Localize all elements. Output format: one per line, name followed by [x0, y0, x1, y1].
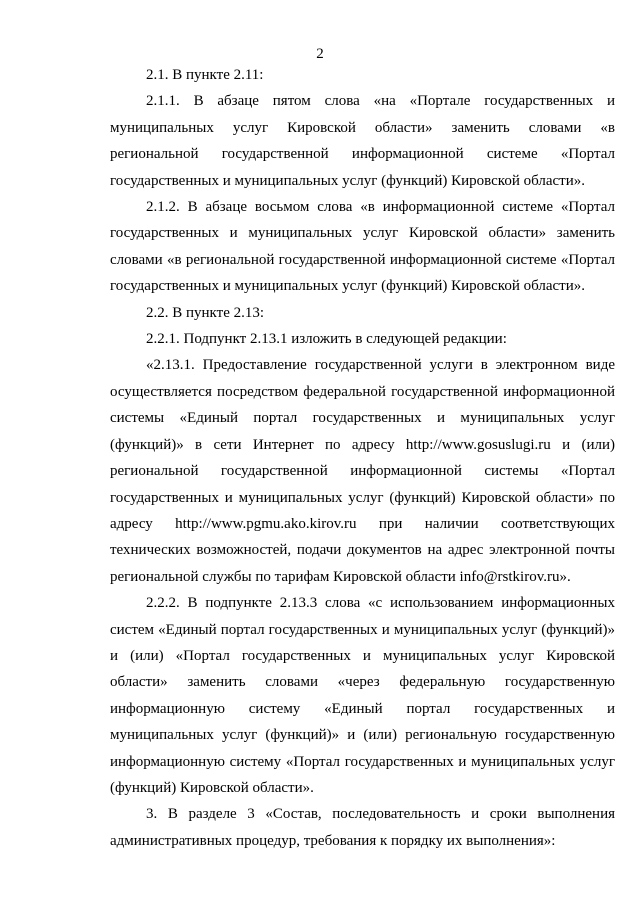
paragraph-2-1-2: 2.1.2. В абзаце восьмом слова «в информационной системе «Портал государственных и муниципальных услуг Кировской области» заменить словами «в региональной государственной информационной системе «Портал государственных и муниципальных услуг (функций) Кировской области». [110, 199, 615, 295]
page-number: 2 [316, 46, 324, 62]
paragraph-3: 3. В разделе 3 «Состав, последовательность и сроки выполнения административных процедур, требования к порядку их выполнения»: [110, 806, 615, 849]
paragraph-2-2: 2.2. В пункте 2.13: [146, 304, 265, 321]
document-body [110, 62, 615, 854]
paragraph-2-1: 2.1. В пункте 2.11: [146, 67, 264, 83]
paragraph-2-2-1: 2.2.1. Подпункт 2.13.1 изложить в следующей редакции: [146, 331, 507, 348]
paragraph-2-1-1: 2.1.1. В абзаце пятом слова «на «Портале государственных и муниципальных услуг Кировской области» заменить словами «в региональной государственной информационной системе «Портал государственных и муниципальных услуг (функций) Кировской области». [110, 93, 615, 189]
paragraph-2-13-1-quote: «2.13.1. Предоставление государственной услуги в электронном виде осуществляется посредством федеральной государственной информационной системы «Единый портал государственных и муниципальных услуг (функций)» в сети Интернет по адресу http://www.gosuslugi.ru и (или) региональной государственной информационной системы «Портал государственных и муниципальных услуг (функций) Кировской области» по адресу http://www.pgmu.ako.kirov.ru при наличии соответствующих технических возможностей, подачи документов на адрес электронной почты региональной службы по тарифам Кировской области info@rstkirov.ru». [110, 357, 615, 585]
paragraph-2-2-2: 2.2.2. В подпункте 2.13.3 слова «с использованием информационных систем «Единый портал государственных и муниципальных услуг (функций)» и (или) «Портал государственных и муниципальных услуг Кировской области» заменить словами «через федеральную государственную информационную систему «Единый портал государственных и муниципальных услуг (функций)» и (или) региональную государственную информационную систему «Портал государственных и муниципальных услуг (функций) Кировской области». [110, 595, 615, 796]
